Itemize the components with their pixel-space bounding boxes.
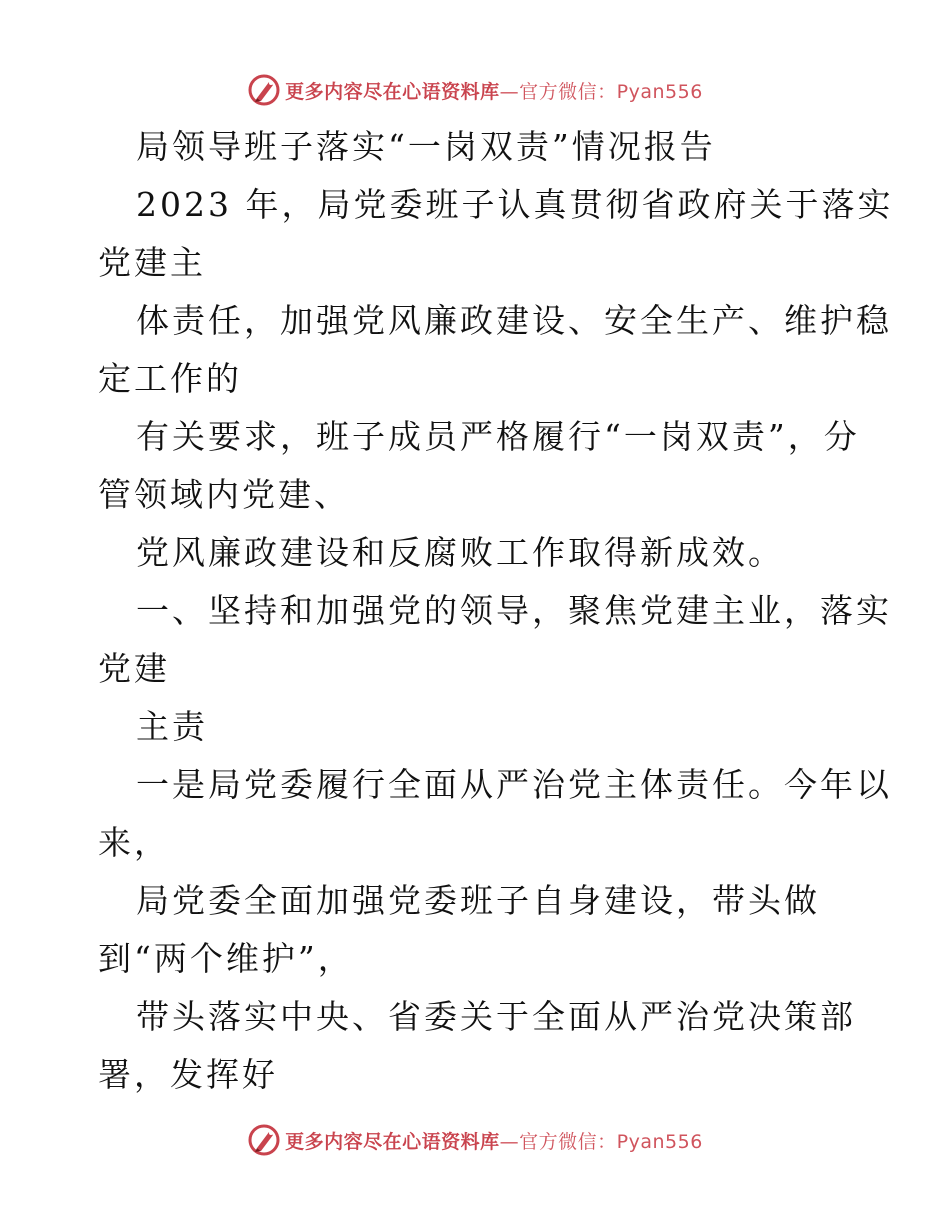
pen-logo-icon [247, 73, 281, 107]
header-banner [0, 70, 950, 110]
text-line: 主责 [136, 707, 208, 746]
footer-banner-text [285, 1127, 703, 1154]
text-line: 党建主 [98, 243, 206, 282]
header-banner-title: 更多内容尽在心语资料库 [285, 80, 500, 103]
text-line: 2023 年，局党委班子认真贯彻省政府关于落实 [136, 185, 894, 224]
text-line: 署，发挥好 [98, 1055, 278, 1094]
text-line: 局党委全面加强党委班子自身建设，带头做 [136, 881, 820, 920]
document-body [98, 118, 894, 1104]
text-line: 党风廉政建设和反腐败工作取得新成效。 [136, 533, 784, 572]
footer-banner-title: 更多内容尽在心语资料库 [285, 1130, 500, 1153]
footer-banner [0, 1120, 950, 1160]
text-line: 来， [98, 823, 170, 862]
text-line: 管领域内党建、 [98, 475, 350, 514]
text-line: 到“两个维护”， [98, 939, 354, 978]
footer-banner-contact: —官方微信：Pyan556 [499, 1130, 703, 1153]
text-line: 体责任，加强党风廉政建设、安全生产、维护稳 [136, 301, 892, 340]
text-line: 定工作的 [98, 359, 242, 398]
text-line: 一、坚持和加强党的领导，聚焦党建主业，落实 [136, 591, 892, 630]
text-line: 有关要求，班子成员严格履行“一岗双责”，分 [136, 417, 860, 456]
text-line: 局领导班子落实“一岗双责”情况报告 [136, 127, 716, 166]
header-banner-text [285, 77, 703, 104]
header-banner-contact: —官方微信：Pyan556 [499, 80, 703, 103]
text-line: 带头落实中央、省委关于全面从严治党决策部 [136, 997, 856, 1036]
text-line: 党建 [98, 649, 170, 688]
text-line: 一是局党委履行全面从严治党主体责任。今年以 [136, 765, 892, 804]
pen-logo-icon [247, 1123, 281, 1157]
